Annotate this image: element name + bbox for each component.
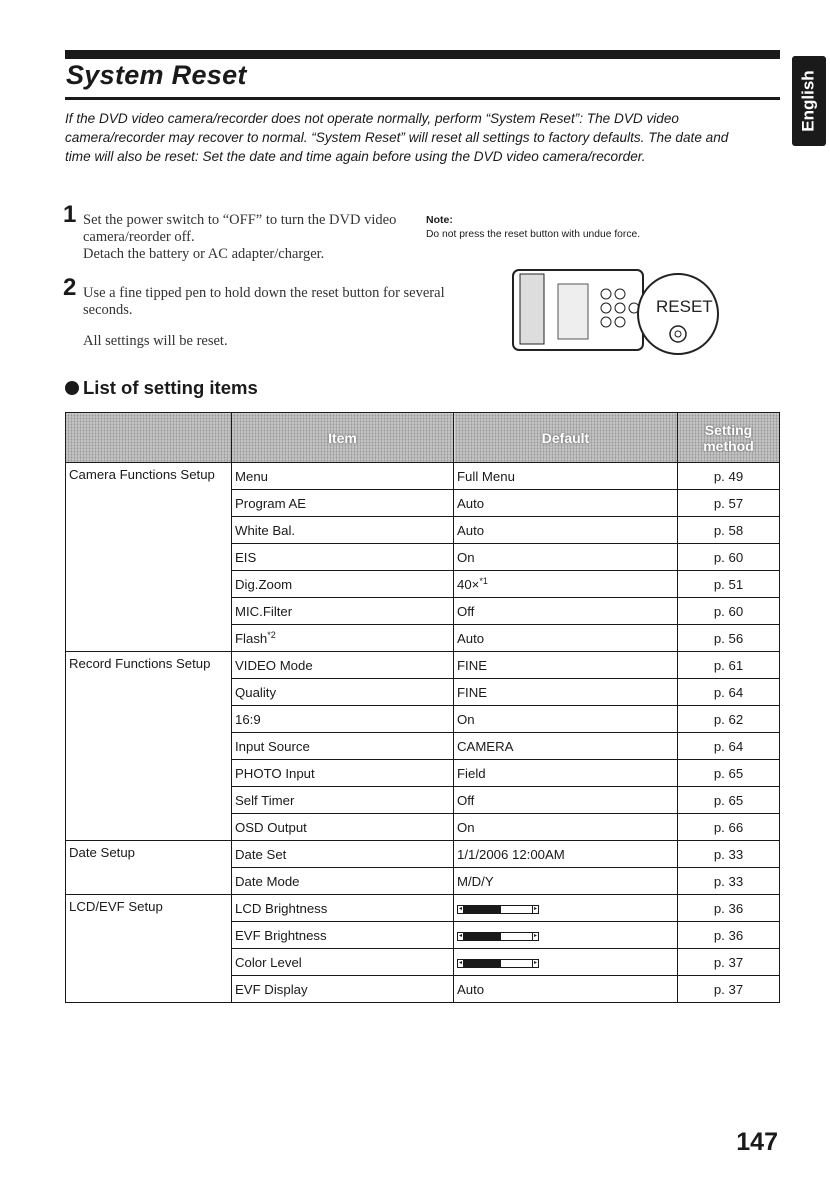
category-cell: Camera Functions Setup [66,463,232,652]
language-tab-label: English [799,70,818,132]
item-cell [232,598,454,625]
page-ref-cell: p. 49 [678,463,780,490]
category-cell: Record Functions Setup [66,652,232,841]
header-default: Default [454,413,678,463]
level-bar-right-arrow: ▸ [533,932,537,939]
default-text: On [457,819,475,835]
default-text: Field [457,765,486,781]
item-cell [232,895,454,922]
section-heading-text: List of setting items [83,377,258,398]
page-ref-cell: p. 58 [678,517,780,544]
page-ref-cell: p. 60 [678,598,780,625]
default-text: On [457,549,475,565]
page-ref-cell: p. 64 [678,679,780,706]
page-ref-cell: p. 65 [678,760,780,787]
level-bar-right-arrow: ▸ [533,905,537,912]
item-cell [232,544,454,571]
level-bar [457,905,539,914]
step-1-extra: Detach the battery or AC adapter/charger. [83,246,325,262]
item-cell [232,706,454,733]
item-text: Flash [235,631,268,646]
item-cell [232,463,454,490]
category-cell: Date Setup [66,841,232,895]
default-text: FINE [457,684,488,700]
default-cell [454,544,678,571]
item-text: Program AE [235,495,307,511]
item-text: LCD Brightness [235,900,328,916]
page-ref-cell: p. 36 [678,895,780,922]
page-ref-cell: p. 64 [678,733,780,760]
item-cell [232,976,454,1003]
default-text: Auto [457,630,485,646]
item-text: Self Timer [235,792,295,808]
default-cell [454,895,678,922]
default-cell [454,922,678,949]
item-text: Dig.Zoom [235,576,293,592]
level-bar-fill [464,906,501,913]
default-cell [454,463,678,490]
settings-table-body [66,463,780,1003]
item-cell [232,949,454,976]
default-cell [454,490,678,517]
item-text: 16:9 [235,711,261,727]
item-cell [232,652,454,679]
step-1-number: 1 [63,201,77,228]
table-row [66,895,780,922]
default-text: Off [457,603,475,619]
level-bar [457,932,539,941]
item-text: VIDEO Mode [235,657,313,673]
item-cell [232,571,454,598]
item-text: Color Level [235,954,302,970]
page-ref-cell: p. 61 [678,652,780,679]
header-setting-method: Setting method [678,413,780,463]
camcorder-reset-illustration [508,262,720,358]
item-cell [232,517,454,544]
table-row [66,841,780,868]
page-ref-cell: p. 56 [678,625,780,652]
level-bar-left-arrow: ◂ [458,932,462,939]
default-cell [454,571,678,598]
step-2-number: 2 [63,274,77,301]
page-ref-cell: p. 33 [678,841,780,868]
table-row [66,652,780,679]
step-2 [63,274,463,350]
note-text: Do not press the reset button with undue force. [426,229,641,240]
page-ref-cell: p. 57 [678,490,780,517]
page-ref-cell: p. 62 [678,706,780,733]
level-bar-left-arrow: ◂ [458,959,462,966]
level-bar-left-arrow: ◂ [458,905,462,912]
default-text: Auto [457,495,485,511]
item-text: PHOTO Input [235,765,315,781]
item-cell [232,841,454,868]
item-text: White Bal. [235,522,296,538]
intro-paragraph: If the DVD video camera/recorder does not operate normally, perform “System Reset”: The DVD video camera/recorder may recover to normal. “System Reset” will reset all settings to factory defaults. The date and time will also be reset: Set the date and time again before using the DVD video camera/recorder. [65,111,729,164]
page-ref-cell: p. 65 [678,787,780,814]
item-cell [232,814,454,841]
default-cell [454,841,678,868]
default-text: 40× [457,577,480,592]
default-text: CAMERA [457,738,514,754]
item-text: MIC.Filter [235,603,293,619]
default-text: Auto [457,981,485,997]
default-cell [454,949,678,976]
note-title: Note: [426,214,453,226]
page-ref-cell: p. 51 [678,571,780,598]
default-cell [454,814,678,841]
item-text: Input Source [235,738,310,754]
item-text: Date Set [235,846,287,862]
default-cell [454,679,678,706]
default-cell [454,787,678,814]
default-cell [454,976,678,1003]
step-1-text: Set the power switch to “OFF” to turn the DVD video camera/reorder off. [83,212,397,245]
item-text: Quality [235,684,277,700]
page-ref-cell: p. 66 [678,814,780,841]
table-header-row [66,413,780,463]
item-cell [232,679,454,706]
level-bar-fill [464,933,501,940]
default-text: Off [457,792,475,808]
default-text: On [457,711,475,727]
language-tab [792,56,826,146]
settings-table [65,412,780,1003]
item-text: Date Mode [235,873,300,889]
section-heading [65,377,258,399]
page-ref-cell: p. 37 [678,976,780,1003]
default-text: 1/1/2006 12:00AM [457,846,565,862]
item-cell [232,787,454,814]
item-cell [232,733,454,760]
step-2-extra: All settings will be reset. [83,333,228,349]
page-ref-cell: p. 60 [678,544,780,571]
default-cell [454,706,678,733]
step-2-text: Use a fine tipped pen to hold down the reset button for several seconds. [83,285,445,318]
default-text: FINE [457,657,488,673]
default-text: Full Menu [457,468,515,484]
page-ref-cell: p. 33 [678,868,780,895]
category-cell: LCD/EVF Setup [66,895,232,1003]
default-cell [454,598,678,625]
default-cell [454,868,678,895]
page-ref-cell: p. 36 [678,922,780,949]
default-footnote: *1 [479,576,488,586]
item-cell [232,760,454,787]
item-text: EVF Display [235,981,308,997]
item-text: OSD Output [235,819,307,835]
reset-label: RESET [656,297,713,316]
default-cell [454,625,678,652]
item-cell [232,490,454,517]
page-ref-cell: p. 37 [678,949,780,976]
item-text: EIS [235,549,257,565]
default-cell [454,652,678,679]
item-cell [232,868,454,895]
level-bar [457,959,539,968]
item-text: Menu [235,468,268,484]
default-cell [454,760,678,787]
bullet-icon [65,381,79,395]
item-footnote: *2 [267,630,276,640]
item-text: EVF Brightness [235,927,327,943]
page-number: 147 [736,1128,778,1156]
level-bar-fill [464,960,501,967]
default-text: M/D/Y [457,873,494,889]
header-item: Item [232,413,454,463]
default-cell [454,733,678,760]
table-row [66,463,780,490]
header-category [66,413,232,463]
header-title-rule [65,97,780,100]
page-title: System Reset [66,60,247,90]
item-cell [232,922,454,949]
header-top-rule [65,50,780,59]
item-cell [232,625,454,652]
default-text: Auto [457,522,485,538]
step-1 [63,201,443,263]
default-cell [454,517,678,544]
level-bar-right-arrow: ▸ [533,959,537,966]
